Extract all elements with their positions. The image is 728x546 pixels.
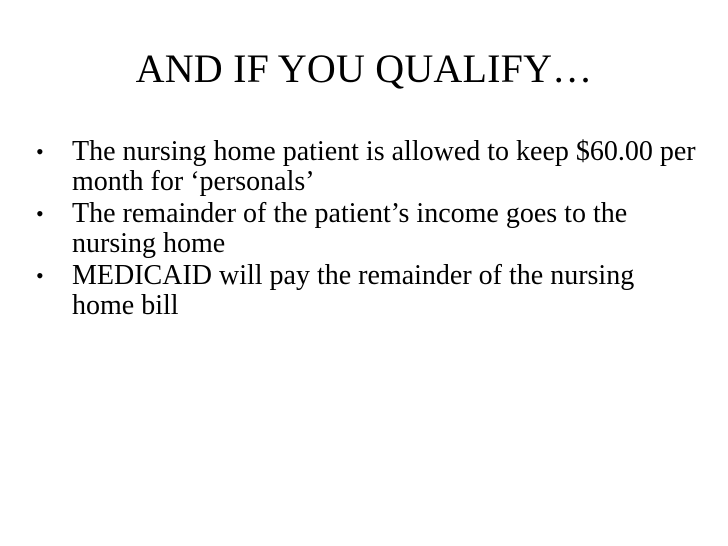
bullet-item (36, 137, 696, 197)
bullet-text: MEDICAID will pay the remainder of the nursing home bill (72, 260, 635, 321)
bullet-text: The remainder of the patient’s income goes to the nursing home (72, 198, 628, 259)
bullet-icon: • (36, 139, 44, 164)
bullet-text: The nursing home patient is allowed to keep $60.00 per month for ‘personals’ (72, 136, 696, 197)
slide-title: AND IF YOU QUALIFY… (135, 46, 593, 91)
bullet-item (36, 199, 696, 259)
bullet-icon: • (36, 263, 44, 288)
bullet-list (36, 137, 696, 323)
bullet-icon: • (36, 201, 44, 226)
bullet-item (36, 261, 696, 321)
